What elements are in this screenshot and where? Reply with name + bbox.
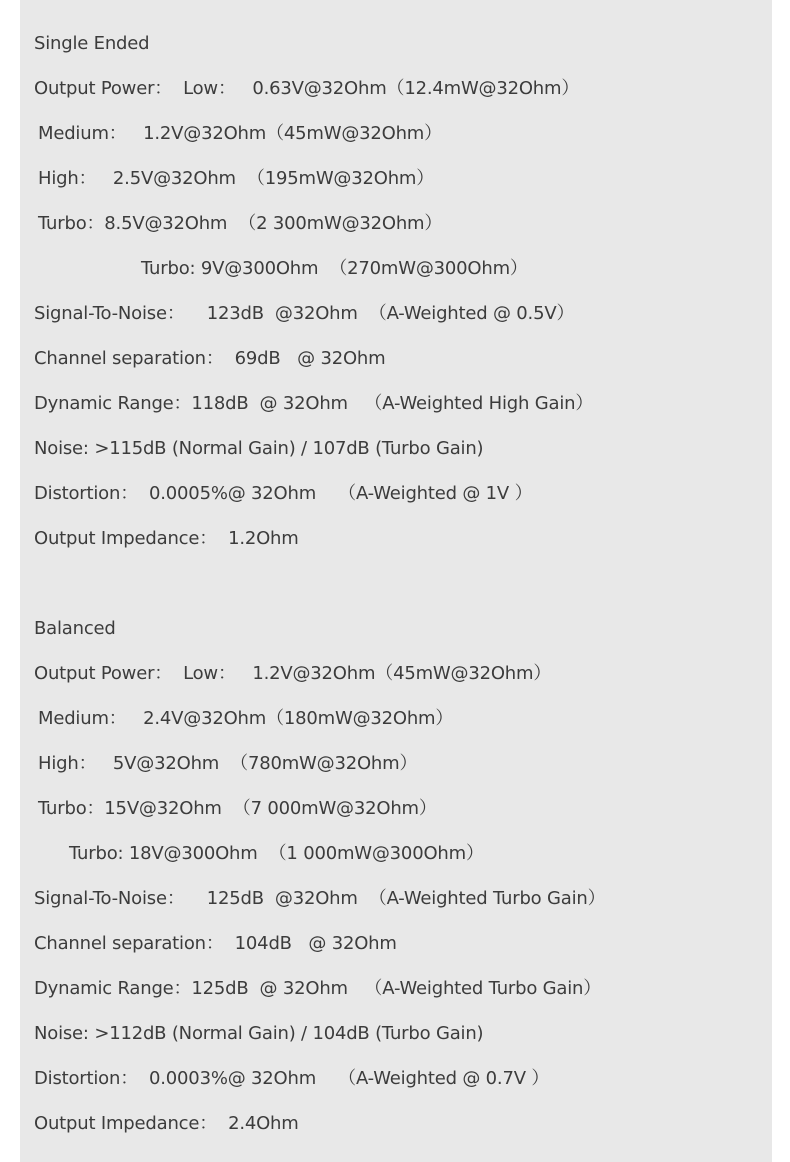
single-ended-output-power: Output Power： Low： 0.63V@32Ohm（12.4mW@32Ohm） bbox=[34, 78, 580, 99]
single-ended-turbo-300: Turbo: 9V@300Ohm （270mW@300Ohm） bbox=[141, 258, 528, 279]
single-ended-heading: Single Ended bbox=[34, 33, 150, 54]
single-ended-high: High： 2.5V@32Ohm （195mW@32Ohm） bbox=[38, 168, 435, 189]
balanced-dynamic-range: Dynamic Range：125dB @ 32Ohm （A-Weighted Turbo Gain） bbox=[34, 978, 602, 999]
spec-panel bbox=[20, 0, 772, 1162]
single-ended-snr: Signal-To-Noise： 123dB @32Ohm （A-Weighted @ 0.5V） bbox=[34, 303, 575, 324]
balanced-heading: Balanced bbox=[34, 618, 116, 639]
balanced-output-impedance: Output Impedance： 2.4Ohm bbox=[34, 1113, 299, 1134]
balanced-output-power: Output Power： Low： 1.2V@32Ohm（45mW@32Ohm） bbox=[34, 663, 552, 684]
balanced-channel-separation: Channel separation： 104dB @ 32Ohm bbox=[34, 933, 397, 954]
balanced-high: High： 5V@32Ohm （780mW@32Ohm） bbox=[38, 753, 418, 774]
balanced-noise: Noise: >112dB (Normal Gain) / 104dB (Turbo Gain) bbox=[34, 1023, 484, 1044]
single-ended-medium: Medium： 1.2V@32Ohm（45mW@32Ohm） bbox=[38, 123, 442, 144]
single-ended-channel-separation: Channel separation： 69dB @ 32Ohm bbox=[34, 348, 386, 369]
balanced-distortion: Distortion： 0.0003%@ 32Ohm （A-Weighted @ 0.7V ） bbox=[34, 1068, 550, 1089]
single-ended-turbo: Turbo：8.5V@32Ohm （2 300mW@32Ohm） bbox=[38, 213, 443, 234]
balanced-medium: Medium： 2.4V@32Ohm（180mW@32Ohm） bbox=[38, 708, 454, 729]
single-ended-output-impedance: Output Impedance： 1.2Ohm bbox=[34, 528, 299, 549]
balanced-turbo-300: Turbo: 18V@300Ohm （1 000mW@300Ohm） bbox=[69, 843, 484, 864]
single-ended-noise: Noise: >115dB (Normal Gain) / 107dB (Turbo Gain) bbox=[34, 438, 484, 459]
single-ended-distortion: Distortion： 0.0005%@ 32Ohm （A-Weighted @ 1V ） bbox=[34, 483, 533, 504]
balanced-turbo: Turbo：15V@32Ohm （7 000mW@32Ohm） bbox=[38, 798, 437, 819]
balanced-snr: Signal-To-Noise： 125dB @32Ohm （A-Weighted Turbo Gain） bbox=[34, 888, 606, 909]
single-ended-dynamic-range: Dynamic Range：118dB @ 32Ohm （A-Weighted High Gain） bbox=[34, 393, 594, 414]
